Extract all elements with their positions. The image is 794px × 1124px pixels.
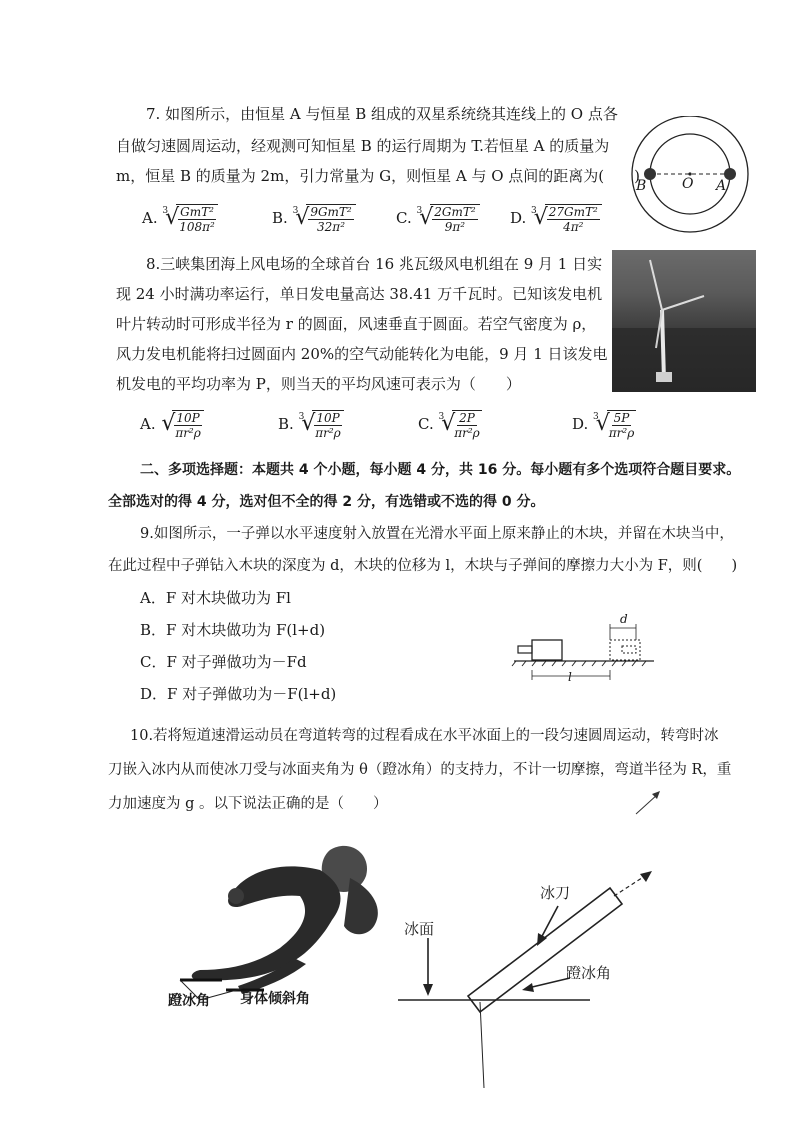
blade-ice-figure [390, 868, 670, 1098]
q9-choice-a: A．F 对木块做功为 Fl [140, 589, 291, 607]
choice-letter: A. [142, 209, 158, 227]
wind-turbine-photo [612, 250, 756, 392]
q8-choice-b [278, 410, 344, 440]
numerator: √ 5P [613, 411, 630, 425]
q9-line-2: 在此过程中子弹钻入木块的深度为 d，木块的位移为 l，木块与子弹间的摩擦力大小为 F，则( ) [108, 558, 738, 574]
choice-letter: C. [418, 415, 434, 433]
q9-choice-b: B．F 对木块做功为 F(l+d) [140, 621, 326, 639]
denominator: 4π² [563, 220, 584, 234]
q7-line-1: 7. 如图所示，由恒星 A 与恒星 B 组成的双星系统绕其连线上的 O 点各 [146, 105, 618, 123]
numerator: √ 2P [459, 411, 475, 425]
denominator: 9π² [444, 220, 466, 234]
denominator: πr²ρ [175, 426, 201, 440]
denominator: πr²ρ [608, 426, 635, 440]
q8-line-1: 8.三峡集团海上风电场的全球首台 16 兆瓦级风电机组在 9 月 1 日实 [146, 255, 603, 273]
star-b-label: B [636, 178, 647, 194]
q10-line-3: 力加速度为 g 。以下说法正确的是（ ） [108, 796, 388, 812]
choice-letter: D. [510, 209, 527, 227]
star-a-label: A [716, 178, 727, 194]
q7-line-2: 自做匀速圆周运动，经观测可知恒星 B 的运行周期为 T.若恒星 A 的质量为 [116, 137, 610, 155]
q7-choice-b [272, 204, 356, 234]
push-angle-label: 蹬冰角 [566, 964, 612, 982]
choice-letter: C. [396, 209, 412, 227]
speed-skater-figure [160, 830, 390, 1020]
section-2-heading: 二、多项选择题：本题共 4 个小题，每小题 4 分，共 16 分。每小题有多个选项符合题目要求。 [140, 462, 741, 478]
ice-surface-label: 冰面 [404, 920, 435, 938]
numerator: √ 2GmT² [434, 205, 476, 219]
root-index: 3 [593, 411, 599, 422]
denominator: πr²ρ [315, 426, 341, 440]
choice-letter: B. [278, 415, 294, 433]
q8-line-2: 现 24 小时满功率运行，单日发电量高达 38.41 万千瓦时。已知该发电机 [116, 285, 603, 303]
q8-choice-a [140, 410, 204, 440]
q8-line-4: 风力发电机能将扫过圆面内 20%的空气动能转化为电能，9 月 1 日该发电 [116, 345, 608, 363]
q7-choice-d [510, 204, 602, 234]
q9-choice-d: D．F 对子弹做功为－F(l+d) [140, 685, 337, 703]
numerator: √ 27GmT² [548, 205, 598, 219]
root-index: 3 [292, 205, 299, 216]
q9-line-1: 9.如图所示，一子弹以水平速度射入放置在光滑水平面上原来静止的木块，并留在木块当中， [140, 526, 734, 542]
q10-line-2: 刀嵌入冰内从而使冰刀受与冰面夹角为 θ（蹬冰角）的支持力，不计一切摩擦，弯道半径为 R，重 [108, 762, 732, 778]
skate-angle-label: 蹬冰角 [168, 993, 210, 1009]
root-index: 3 [298, 411, 305, 422]
depth-d-label: d [620, 612, 628, 626]
choice-letter: D. [572, 415, 589, 433]
bullet-block-figure [510, 612, 660, 688]
wind-turbine-icon [612, 250, 756, 392]
numerator: √ 9GmT² [310, 205, 352, 219]
root-index: 3 [416, 205, 423, 216]
stray-arrow-icon [634, 788, 664, 818]
q8-choice-c [418, 410, 482, 440]
root-index: 3 [162, 205, 169, 216]
blade-force-diagram [390, 868, 670, 1098]
q8-choice-d [572, 410, 636, 440]
q10-line-1: 10.若将短道速滑运动员在弯道转弯的过程看成在水平冰面上的一段匀速圆周运动，转弯时冰 [130, 728, 719, 744]
numerator: √ 10P [176, 411, 200, 425]
blade-label: 冰刀 [540, 884, 571, 902]
q8-line-3: 叶片转动时可形成半径为 r 的圆面，风速垂直于圆面。若空气密度为 ρ， [116, 315, 597, 333]
displacement-l-label: l [568, 670, 572, 684]
q7-choice-c [396, 204, 480, 234]
q9-choice-c: C．F 对子弹做功为－Fd [140, 653, 307, 671]
body-angle-label: 身体倾斜角 [240, 991, 310, 1007]
binary-star-figure [624, 116, 756, 234]
q7-line-3: m，恒星 B 的质量为 2m，引力常量为 G，则恒星 A 与 O 点间的距离为( ) [116, 167, 640, 185]
numerator: √ GmT² [180, 205, 214, 219]
q7-choice-a [142, 204, 218, 234]
root-index: 3 [438, 411, 445, 422]
q8-line-5: 机发电的平均功率为 P，则当天的平均风速可表示为（ ） [116, 375, 521, 393]
denominator: 108π² [179, 220, 215, 234]
choice-letter: A. [140, 415, 156, 433]
orbit-diagram [624, 116, 756, 234]
choice-letter: B. [272, 209, 288, 227]
point-o-label: O [682, 176, 694, 192]
root-index: 3 [531, 205, 537, 216]
section-2-rules: 全部选对的得 4 分，选对但不全的得 2 分，有选错或不选的得 0 分。 [108, 494, 545, 510]
denominator: πr²ρ [454, 426, 480, 440]
numerator: √ 10P [316, 411, 340, 425]
bullet-block-diagram [510, 618, 660, 688]
denominator: 32π² [317, 220, 345, 234]
